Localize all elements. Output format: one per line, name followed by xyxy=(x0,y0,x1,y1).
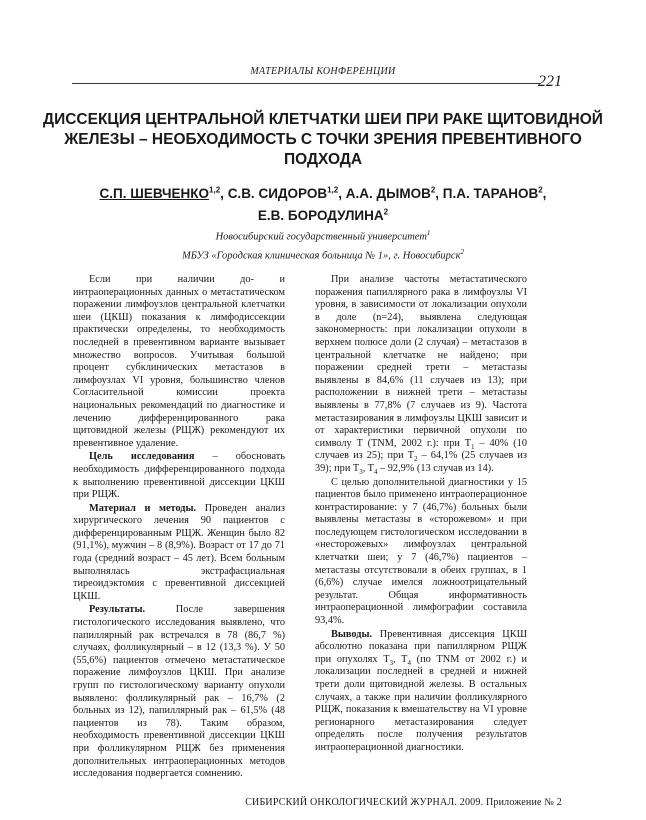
journal-footer: СИБИРСКИЙ ОНКОЛОГИЧЕСКИЙ ЖУРНАЛ. 2009. Приложение № 2 xyxy=(245,797,562,808)
author-name: А.А. ДЫМОВ xyxy=(345,185,431,201)
methods-paragraph xyxy=(73,503,285,604)
author-name: С.П. ШЕВЧЕНКО xyxy=(99,185,210,201)
conclusions-text: , T xyxy=(393,653,408,665)
aim-text: – обосновать необходимость дифференцированного подхода к выполнению превентивной диссекции ЦКШ при РЩЖ. xyxy=(73,451,285,501)
author-separator: , xyxy=(542,185,547,201)
author-list xyxy=(70,180,576,225)
analysis-paragraph xyxy=(315,274,527,476)
affiliation-text: МБУЗ «Городская клиническая больница № 1», г. Новосибирск xyxy=(181,250,461,261)
author-separator: , xyxy=(220,185,228,201)
author xyxy=(346,186,443,201)
contrast-text: С целью дополнительной диагностики у 15 пациентов было применено интраоперационное контрастирование: у 7 (46,7%) больных были выявлены метастазы в «сторожевом» и при последующем гистологическом исследовании в «несторожевых» лимфоузлах центральной клетчатки шеи; у 7 (46,7%) пациентов – метастазы отсутствовали в обеих группах, в 1 (6,6%) случае имелся ложноотрицательный результат. Общая информативность интраоперационной лимфографии составила 93,4%. xyxy=(315,476,527,627)
subscript: 3 xyxy=(389,658,394,667)
analysis-text: , T xyxy=(362,462,374,474)
author-name: С.В. СИДОРОВ xyxy=(227,185,328,201)
methods-text: Проведен анализ хирургического лечения 90 пациентов с дифференцированным РЩЖ. Женщин было 82 (91,1%), мужчин – 8 (8,9%). Возраст от 17 до 71 года (средний возраст – 45 лет). Всем больным выполнялась экстрафасциальная тиреоидэктомия с превентивной диссекцией ЦКШ. xyxy=(73,502,285,602)
results-paragraph xyxy=(73,604,285,780)
conclusions-text: (по TNM от 2002 г.) и локализации последней в средней и нижней трети доли щитовидной железы. В остальных случаях, а также при наличии фолликулярного РЩЖ, показания к вмешательству на VI уровне регионарного метастазирования следует определять после получения результатов интраоперационной диагностики. xyxy=(315,653,527,753)
author xyxy=(100,186,228,201)
analysis-text: – 40% (10 случаев из 25); при T xyxy=(315,437,527,462)
aim-paragraph xyxy=(73,451,285,501)
author xyxy=(228,186,346,201)
header-rule xyxy=(72,83,540,84)
subscript: 2 xyxy=(414,455,418,464)
analysis-text: – 64,1% (25 случаев из 39); при T xyxy=(315,450,527,474)
author-separator: , xyxy=(338,185,346,201)
left-column xyxy=(73,274,285,781)
author-affil-mark: 2 xyxy=(383,207,389,217)
subscript: 1 xyxy=(471,442,475,451)
author-name: Е.В. БОРОДУЛИНА xyxy=(257,208,384,223)
author-affil-mark: 2 xyxy=(430,185,436,194)
affiliation-text: Новосибирский государственный университет xyxy=(215,231,427,243)
subscript: 4 xyxy=(407,658,411,667)
conclusions-label: Выводы. xyxy=(331,628,373,640)
author-name: П.А. ТАРАНОВ xyxy=(442,185,539,201)
affiliation-mark: 2 xyxy=(460,247,465,256)
author-affil-mark: 2 xyxy=(538,185,543,194)
results-label: Результаты. xyxy=(89,604,146,616)
author-affil-mark: 1,2 xyxy=(209,185,221,194)
intro-paragraph xyxy=(73,274,285,450)
author-affil-mark: 1,2 xyxy=(327,185,339,194)
page-number: 221 xyxy=(538,73,562,90)
affiliation-mark: 1 xyxy=(426,229,431,237)
subscript: 3 xyxy=(359,467,363,476)
subscript: 4 xyxy=(373,467,378,476)
contrast-paragraph xyxy=(315,477,527,628)
right-column xyxy=(315,274,527,755)
conclusions-paragraph xyxy=(315,629,527,755)
affiliation-line xyxy=(40,245,606,264)
aim-label: Цель исследования xyxy=(89,451,195,463)
author xyxy=(443,186,547,201)
article-title: ДИССЕКЦИЯ ЦЕНТРАЛЬНОЙ КЛЕТЧАТКИ ШЕИ ПРИ РАКЕ ЩИТОВИДНОЙ ЖЕЛЕЗЫ – НЕОБХОДИМОСТЬ С ТОЧКИ ЗРЕНИЯ ПРЕВЕНТИВНОГО ПОДХОДА xyxy=(43,111,603,168)
author-separator: , xyxy=(435,185,443,201)
conclusions-text: Превентивная диссекция ЦКШ абсолютно показана при папиллярном РЩЖ при опухолях T xyxy=(315,628,527,665)
intro-text: Если при наличии до- и интраоперационных данных о метастатическом поражении лимфоузлов центральной клетчатки шеи (ЦКШ) показания к лимфодиссекции практически определены, то необходимость последней в превентивном варианте вызывает множество вопросов. Учитывая большой процент субклинических метастазов в лимфоузлах VI уровня, большинство членов Согласительной комиссии проекта национальных рекомендаций по диагностике и лечению дифференцированного рака щитовидной железы (РЩЖ) рекомендуют их превентивное удаление. xyxy=(73,274,285,449)
running-head: МАТЕРИАЛЫ КОНФЕРЕНЦИИ xyxy=(250,66,396,77)
affiliations xyxy=(40,226,606,263)
analysis-text: При анализе частоты метастатического поражения папиллярного рака в лимфоузлы VI уровня, в зависимости от локализации опухоли в доле (n=24), выявлена следующая закономерность: при локализации опухоли в верхнем полюсе доли (2 случая) – метастазов в центральной клетчатке не найдено; при поражении средней трети – метастазы выявлены в 84,6% (11 случаев из 13); при расположении в нижней трети – метастазы выявлены в 77,8% (7 случаев из 9). Частота метастазирования в лимфоузлы ЦКШ зависит и от характеристики первичной опухоли по символу T (TNM, 2002 г.): при T xyxy=(315,274,527,449)
results-text: После завершения гистологического исследования выявлено, что папиллярный рак встречался в 78 (86,7 %) случаях, фолликулярный – в 12 (13,3 %). У 50 (55,6%) пациентов отмечено метастатическое поражение лимфоузлов ЦКШ. При анализе групп по гистологическому варианту опухоли выявлено: фолликулярный рак – 16,7% (2 больных из 12), папиллярный рак – 61,5% (48 пациентов из 78). Таким образом, необходимость превентивной диссекции ЦКШ при фолликулярном РЩЖ без применения дополнительных интраоперационных методов исследования подвергается сомнению. xyxy=(73,604,285,780)
analysis-text: – 92,9% (13 случав из 14). xyxy=(377,462,494,474)
methods-label: Материал и методы. xyxy=(89,502,197,514)
affiliation-line xyxy=(40,226,606,245)
author xyxy=(258,208,388,223)
